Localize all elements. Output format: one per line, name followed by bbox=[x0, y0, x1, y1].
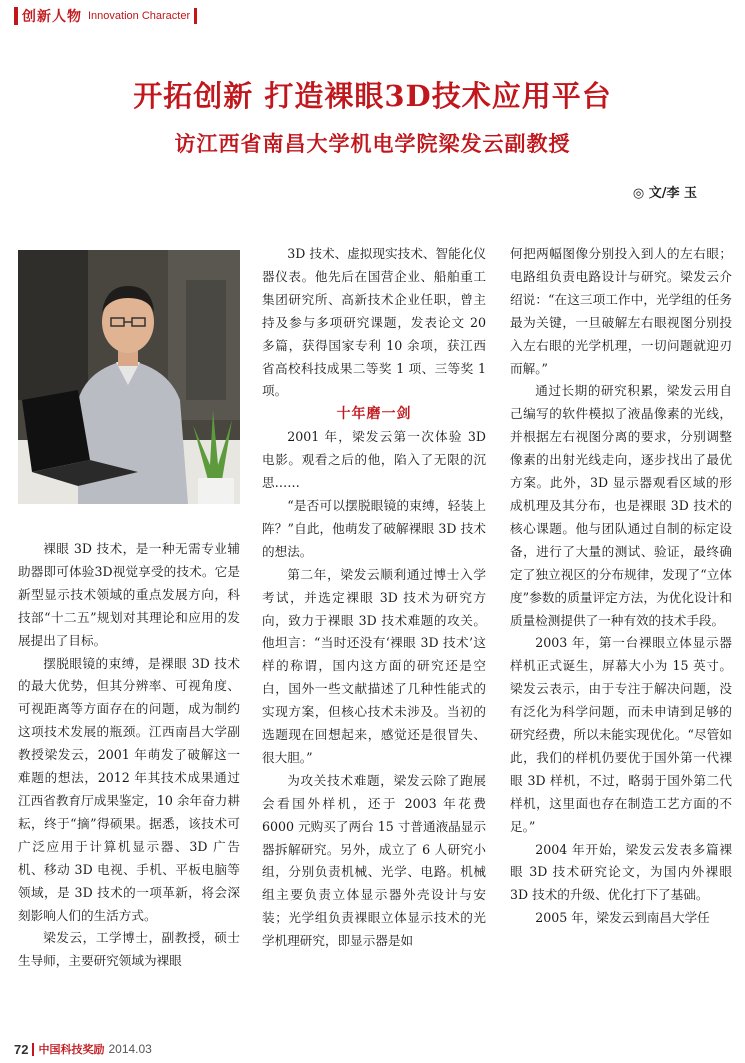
section-heading: 十年磨一剑 bbox=[336, 406, 412, 423]
section-title-en: Innovation Character bbox=[88, 10, 191, 22]
footer-divider bbox=[32, 1043, 34, 1056]
section-header bbox=[14, 6, 197, 26]
paragraph: 通过长期的研究积累，梁发云用自己编写的软件模拟了液晶像素的光线，并根据左右视图分离的要求，分别调整像素的出射光线走向，逐步找出了最优方案。此外，3D 显示器观看区域的形成机理及其分布，也是裸眼 3D 技术的核心课题。他与团队通过自制的标定设备，进行了大量的测试、验证，最终确定了独立视区的分布规律，发现了“立体度”参数的质量评定方法，为优化设计和质量检测提供了一种有效的技术手段。 bbox=[510, 383, 732, 628]
portrait-illustration bbox=[18, 250, 240, 504]
paragraph: 第二年，梁发云顺利通过博士入学考试，并选定裸眼 3D 技术为研究方向，致力于裸眼 3D 技术难题的攻关。他坦言：“当时还没有‘裸眼 3D 技术’这样的称谓，国内这方面的研究还是空白，国外一些文献描述了几种性能式的实现方案，但核心技术未涉及。当初的选题现在回想起来，感觉还是很冒失、很大胆。” bbox=[262, 566, 486, 765]
paragraph: 为攻关技术难题，梁发云除了跑展会看国外样机，还于 2003 年花费 6000 元购买了两台 15 寸普通液晶显示器拆解研究。另外，成立了 6 人研究小组，分别负责机械、光学、电路。机械组主要负责立体显示器外壳设计与安装；光学组负责裸眼立体显示技术的光学机理研究，即显示器是如 bbox=[262, 772, 486, 949]
magazine-logo: 中国科技奖励 bbox=[38, 1043, 105, 1056]
paragraph: 梁发云，工学博士，副教授，硕士生导师，主要研究领域为裸眼 bbox=[18, 930, 240, 969]
author-byline: ◎ 文/李 玉 bbox=[632, 186, 697, 201]
paragraph: 裸眼 3D 技术，是一种无需专业辅助器即可体验3D视觉享受的技术。它是新型显示技术领域的重点发展方向，科技部“十二五”规划对其理论和应用的发展提出了目标。 bbox=[18, 541, 240, 648]
section-marker-end bbox=[194, 8, 197, 24]
paragraph: 何把两幅图像分别投入到人的左右眼；电路组负责电路设计与研究。梁发云介绍说：“在这三项工作中，光学组的任务最为关键，一旦破解左右眼视图分别投入左右眼的光学机理，一切问题就迎刃而解。” bbox=[510, 246, 732, 376]
text-column-2 bbox=[262, 243, 486, 953]
paragraph: 2001 年，梁发云第一次体验 3D 电影。观看之后的他，陷入了无限的沉思…… bbox=[262, 429, 486, 491]
portrait-photo bbox=[18, 250, 240, 504]
article-title: 开拓创新 打造裸眼3D技术应用平台 bbox=[133, 79, 612, 113]
paragraph: 摆脱眼镜的束缚，是裸眼 3D 技术的最大优势，但其分辨率、可视角度、可视距离等方面存在的问题，成为制约这项技术发展的瓶颈。江西南昌大学副教授梁发云，2001 年萌发了破解这一难题的想法，2012 年其技术成果通过江西省教育厅成果鉴定，10 余年奋力耕耘，终于“摘”得硕果。据悉，该技术可广泛应用于计算机显示器、3D 广告机、移动 3D 电视、手机、平板电脑等领域，是 3D 技术的一项革新，将会深刻影响人们的生活方式。 bbox=[18, 655, 240, 923]
text-column-3 bbox=[510, 243, 732, 930]
paragraph: 2003 年，第一台裸眼立体显示器样机正式诞生，屏幕大小为 15 英寸。梁发云表示，由于专注于解决问题，没有泛化为科学问题，而未申请到足够的研究经费，所以未能实现优化。“尽管如此，我们的样机仍要优于国外第一代裸眼 3D 样机，不过，略弱于国外第二代样机，这里面也存在制造工艺方面的不足。” bbox=[510, 635, 732, 834]
article-subtitle: 访江西省南昌大学机电学院梁发云副教授 bbox=[174, 131, 571, 156]
paragraph: 2004 年开始，梁发云发表多篇裸眼 3D 技术研究论文，为国内外裸眼 3D 技术的升级、优化打下了基础。 bbox=[510, 841, 732, 903]
paragraph: “是否可以摆脱眼镜的束缚，轻装上阵？”自此，他萌发了破解裸眼 3D 技术的想法。 bbox=[262, 497, 486, 559]
section-title-cn: 创新人物 bbox=[22, 9, 82, 25]
paragraph: 2005 年，梁发云到南昌大学任 bbox=[535, 910, 710, 926]
text-column-1 bbox=[18, 538, 240, 973]
issue-date: 2014.03 bbox=[108, 1042, 152, 1056]
page-number: 72 bbox=[14, 1041, 29, 1057]
section-marker bbox=[14, 7, 18, 25]
paragraph: 3D 技术、虚拟现实技术、智能化仪器仪表。他先后在国营企业、船舶重工集团研究所、高新技术企业任职，曾主持及参与多项研究课题，发表论文 20 多篇，获得国家专利 10 余项，获江西省高校科技成果二等奖 1 项、三等奖 1 项。 bbox=[262, 246, 486, 399]
page-footer bbox=[14, 1040, 152, 1058]
